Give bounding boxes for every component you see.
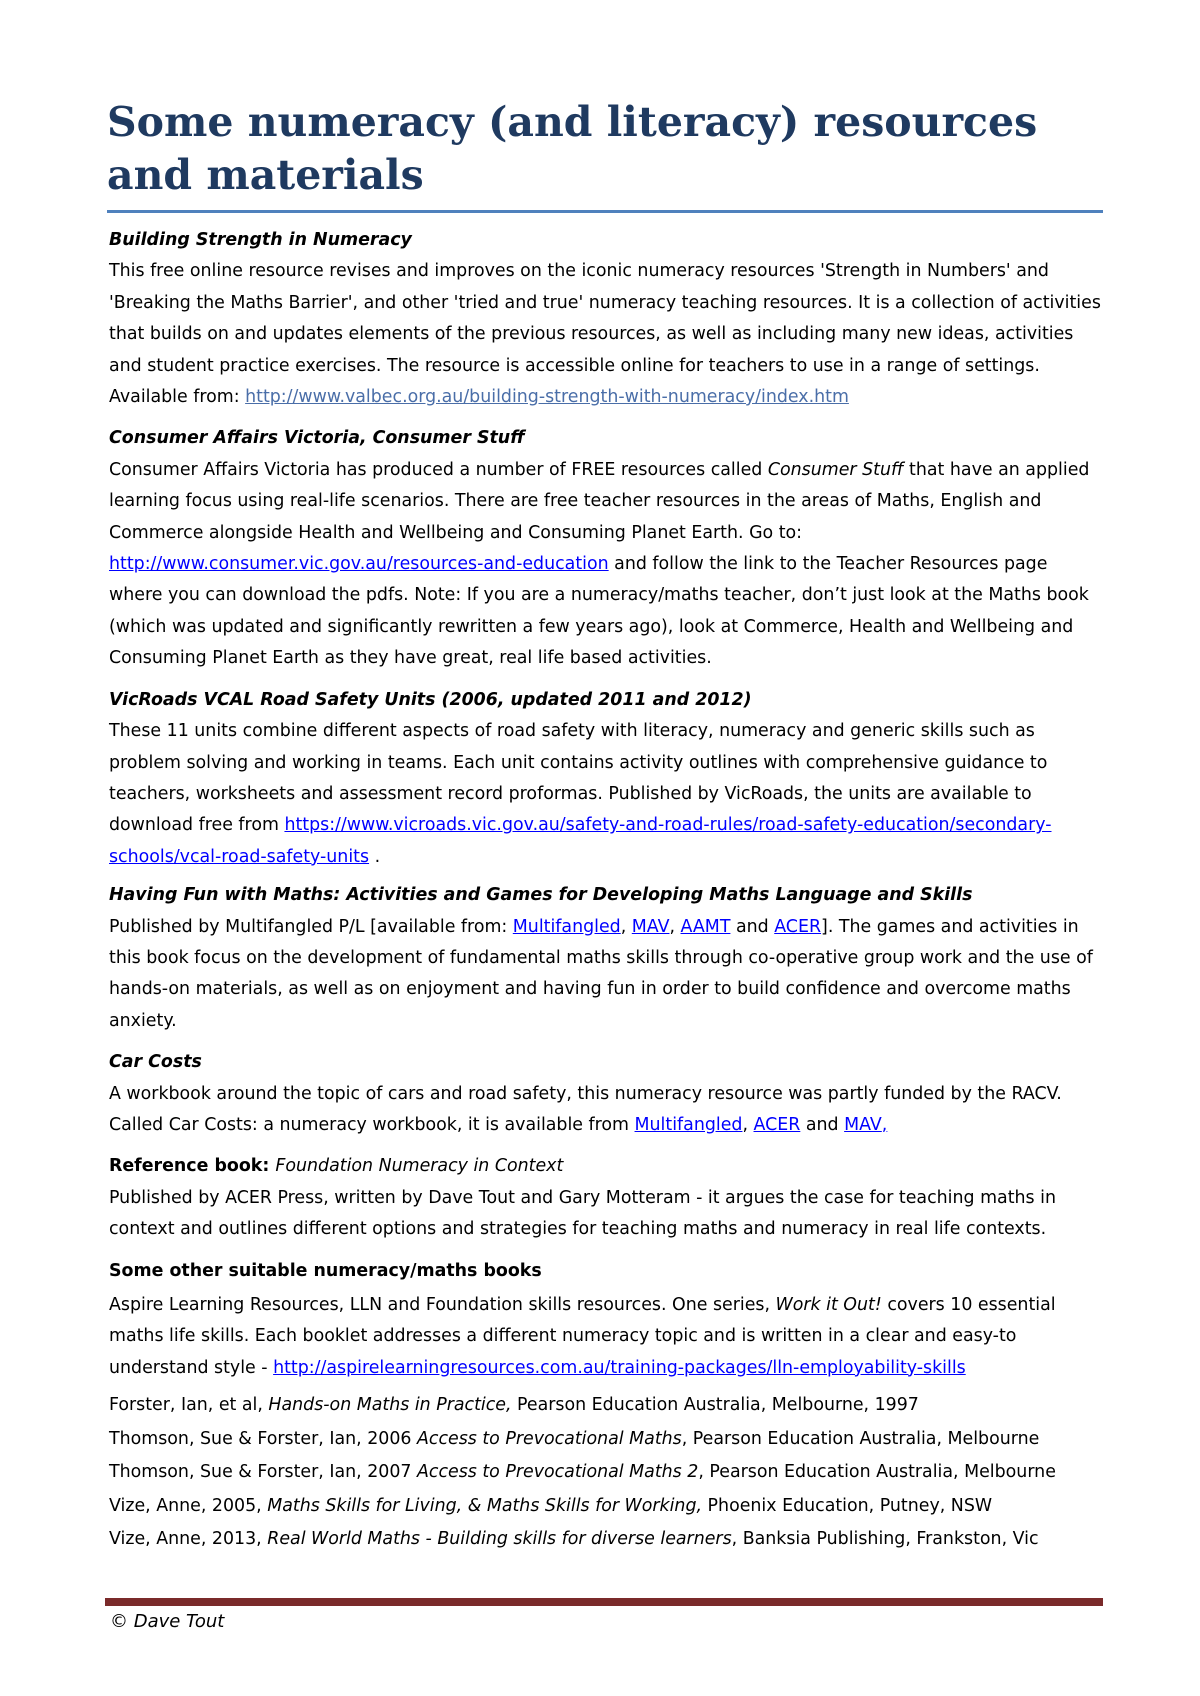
book-publisher: , Pearson Education Australia, Melbourne xyxy=(698,1462,1056,1483)
section-heading-building-strength: Building Strength in Numeracy xyxy=(109,230,412,250)
book-author: Vize, Anne, 2005, xyxy=(109,1495,268,1516)
work-it-out-emphasis: Work it Out! xyxy=(775,1295,882,1315)
multifangled-link[interactable]: Multifangled xyxy=(634,1114,743,1135)
aamt-link[interactable]: AAMT xyxy=(680,916,731,937)
book-author: Vize, Anne, 2013, xyxy=(109,1529,268,1550)
section-text-building-strength xyxy=(109,256,1104,413)
separator: , xyxy=(620,916,632,937)
footer-copyright: © Dave Tout xyxy=(110,1611,225,1632)
document-body xyxy=(109,225,1104,1557)
paragraph-text: These 11 units combine different aspects of road safety with literacy, numeracy and generic skills such as problem solving and working in teams. Each unit contains activity outlines with comprehensive guidance to teachers, worksheets and assessment record proformas. Published by VicRoads, the units are available to download free from xyxy=(109,721,1048,836)
mav-link[interactable]: MAV xyxy=(631,916,670,937)
book-item xyxy=(109,1423,1104,1457)
book-publisher: Phoenix Education, Putney, NSW xyxy=(702,1495,993,1516)
paragraph-text: covers 10 essential maths life skills. Each booklet addresses a different numeracy topic and is written in a clear and easy-to understand style - xyxy=(109,1295,1056,1378)
paragraph-text: Consumer Affairs Victoria has produced a number of FREE resources called xyxy=(109,459,768,480)
book-author: Thomson, Sue & Forster, Ian, 2006 xyxy=(109,1428,417,1449)
book-author: Thomson, Sue & Forster, Ian, 2007 xyxy=(109,1462,417,1483)
page-title: Some numeracy (and literacy) resources and materials xyxy=(107,98,1038,199)
reference-title: Foundation Numeracy in Context xyxy=(275,1156,564,1177)
section-heading-car-costs: Car Costs xyxy=(109,1052,202,1073)
section-heading-other-books: Some other suitable numeracy/maths books xyxy=(109,1260,542,1281)
paragraph-text: Published by Multifangled P/L [available from: xyxy=(109,916,513,937)
paragraph-text: A workbook around the topic of cars and road safety, this numeracy resource was partly funded by the RACV. Called Car Costs: a numeracy workbook, it is available from xyxy=(109,1083,1062,1135)
book-title: Hands-on Maths in Practice, xyxy=(268,1395,512,1416)
mav-link[interactable]: MAV xyxy=(844,1114,882,1135)
book-item xyxy=(109,1490,1104,1524)
section-heading-consumer-affairs: Consumer Affairs Victoria, Consumer Stuff xyxy=(109,428,525,449)
paragraph-text: Aspire Learning Resources, LLN and Foundation skills resources. One series, xyxy=(109,1295,776,1315)
separator: , xyxy=(742,1114,754,1135)
paragraph-text: This free online resource revises and improves on the iconic numeracy resources 'Strength in Numbers' and 'Breaking the Maths Barrier', and other 'tried and true' numeracy teaching resources. It is a collection of activities that builds on and updates elements of the previous resources, as well as including many new ideas, activities and student practice exercises. The resource is accessible online for teachers to use in a range of settings. Available from: xyxy=(109,261,1101,408)
separator: and xyxy=(800,1114,845,1135)
section-text-reference-book: Published by ACER Press, written by Dave Tout and Gary Motteram - it argues the case for teaching maths in context and outlines different options and strategies for teaching maths and numeracy in real life contexts. xyxy=(109,1187,1056,1240)
section-heading-reference-book xyxy=(109,1151,1104,1182)
book-title: Real World Maths - Building skills for diverse learners xyxy=(267,1529,732,1550)
section-text-car-costs xyxy=(109,1079,1104,1142)
book-publisher: , Pearson Education Australia, Melbourne xyxy=(681,1428,1040,1449)
book-author: Forster, Ian, et al, xyxy=(109,1395,269,1416)
footer-divider xyxy=(105,1598,1103,1606)
book-title: Access to Prevocational Maths xyxy=(417,1428,682,1449)
title-divider xyxy=(107,210,1103,213)
paragraph-text: . xyxy=(369,846,381,867)
consumer-stuff-emphasis: Consumer Stuff xyxy=(767,459,904,480)
separator: , xyxy=(669,916,681,937)
book-item xyxy=(109,1523,1104,1557)
book-publisher: Pearson Education Australia, Melbourne, 1997 xyxy=(511,1395,919,1416)
reference-label: Reference book: xyxy=(109,1156,276,1177)
book-list xyxy=(109,1389,1104,1557)
book-title: Maths Skills for Living, & Maths Skills for Working, xyxy=(267,1495,703,1516)
section-text-having-fun xyxy=(109,912,1104,1038)
acer-link[interactable]: ACER xyxy=(753,1114,801,1135)
valbec-link[interactable]: http://www.valbec.org.au/building-strength-with-numeracy/index.htm xyxy=(245,387,849,408)
section-text-consumer-affairs xyxy=(109,455,1104,675)
consumer-vic-link[interactable]: http://www.consumer.vic.gov.au/resources-and-education xyxy=(109,554,609,575)
book-publisher: , Banksia Publishing, Frankston, Vic xyxy=(731,1529,1039,1550)
book-item xyxy=(109,1389,1104,1423)
section-heading-having-fun: Having Fun with Maths: Activities and Games for Developing Maths Language and Skills xyxy=(109,885,973,906)
aspire-link[interactable]: http://aspirelearningresources.com.au/training-packages/lln-employability-skills xyxy=(273,1357,966,1378)
vicroads-link[interactable]: https://www.vicroads.vic.gov.au/safety-and-road-rules/road-safety-education/secondary-schools/vcal-road-safety-units xyxy=(109,815,1052,867)
section-text-vicroads xyxy=(109,716,1104,873)
paragraph-text: and follow the link to the Teacher Resources page where you can download the pdfs. Note: If you are a numeracy/maths teacher, don’t just look at the Maths book (which was updated and significantly rewritten a few years ago), look at Commerce, Health and Wellbeing and Consuming Planet Earth as they have great, real life based activities. xyxy=(109,554,1089,669)
acer-link[interactable]: ACER xyxy=(774,916,822,937)
book-item xyxy=(109,1456,1104,1490)
separator: and xyxy=(730,916,775,937)
multifangled-link[interactable]: Multifangled xyxy=(512,916,621,937)
paragraph-text: that have an applied learning focus using real-life scenarios. There are free teacher resources in the areas of Maths, English and Commerce alongside Health and Wellbeing and Consuming Planet Earth. Go to: xyxy=(109,459,1090,543)
aspire-paragraph xyxy=(109,1290,1104,1384)
paragraph-text: ]. The games and activities in this book focus on the development of fundamental maths skills through co-operative group work and the use of hands-on materials, as well as on enjoyment and having fun in order to build confidence and overcome maths anxiety. xyxy=(109,916,1093,1031)
trailing-comma-link[interactable]: , xyxy=(881,1114,888,1135)
section-heading-vicroads: VicRoads VCAL Road Safety Units (2006, updated 2011 and 2012) xyxy=(109,689,752,710)
book-title: Access to Prevocational Maths 2 xyxy=(417,1462,699,1483)
